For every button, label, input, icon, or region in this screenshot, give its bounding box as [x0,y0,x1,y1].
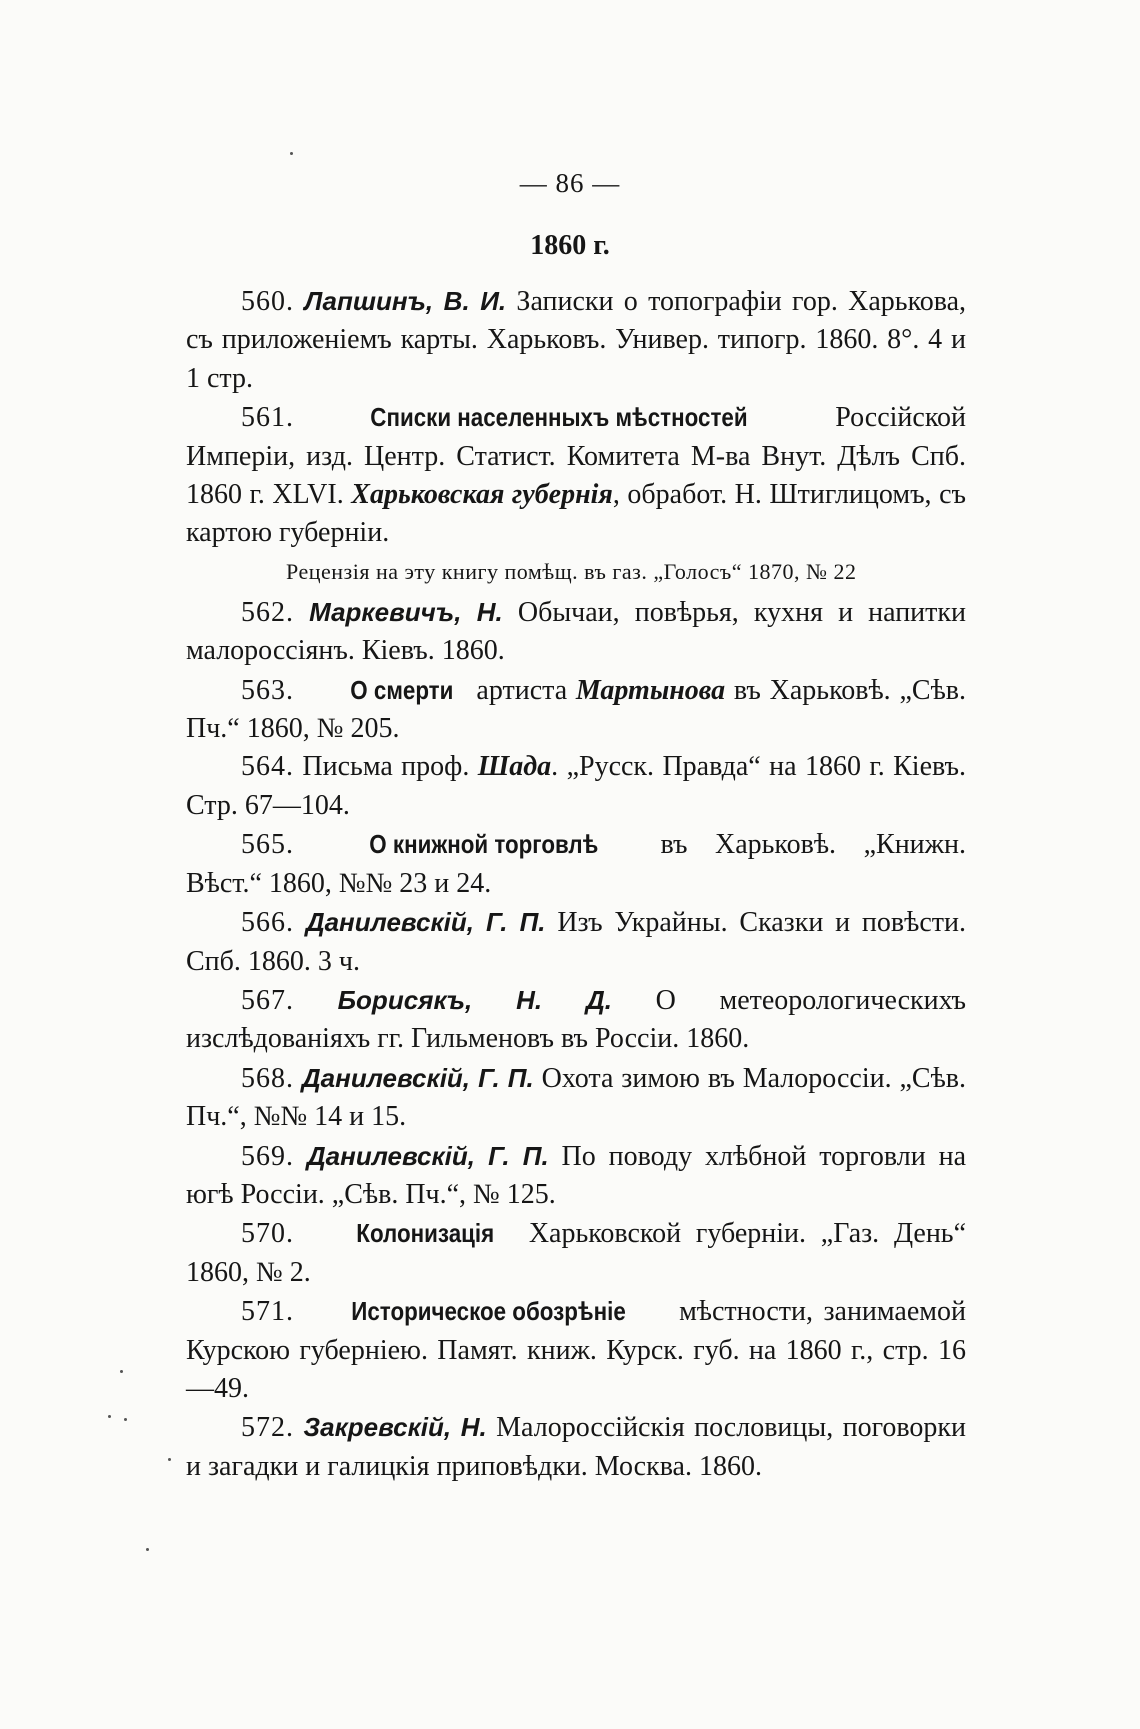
entry-title: О книжной торговлѣ [368,829,598,860]
entry-text-continued: , обработ. Н. Штиглицомъ, съ картою губерніи. [186,479,967,549]
entry-text: Обычаи, повѣрья, кухня и напитки малороссіянъ. Кіевъ. 1860. [186,596,966,667]
entry-author: Маркевичъ, Н. [309,596,503,627]
entry-number: 565. [241,829,294,861]
entry-number: 562. [241,596,294,628]
entry-text: Харьковской губерніи. „Газ. День“ 1860, № 2. [186,1218,967,1288]
entry-text-continued: . „Русск. Правда“ на 1860 г. Кіевъ. Стр. 67—104. [186,751,967,821]
entry-text: О метеорологическихъ изслѣдованіяхъ гг. Гильменовъ въ Россіи. 1860. [186,984,966,1055]
entry-number: 572. [241,1412,294,1444]
scan-speck [108,1415,111,1418]
scan-speck [290,152,293,155]
entry-title: О смерти [350,674,454,705]
entry-560 [186,282,966,398]
entry-number: 570. [241,1218,294,1250]
entry-text: артиста [467,674,576,706]
entry-572 [186,1408,966,1486]
entry-566 [186,903,966,981]
entry-570 [186,1214,966,1292]
entry-564 [186,748,966,825]
entry-title: Колонизація [356,1218,494,1249]
entry-561 [186,398,966,553]
entry-text: Охота зимою въ Малороссіи. „Сѣв. Пч.“, №№ 14 и 15. [186,1062,966,1133]
entry-title: Историческое обозрѣніе [351,1296,627,1327]
entry-number: 568. [241,1062,294,1094]
entry-562 [186,593,966,671]
page-number: — 86 — [519,168,621,198]
entry-author: Данилевскій, Г. П. [305,907,546,938]
entry-number: 566. [241,907,294,939]
scan-speck [146,1548,149,1551]
entry-text: въ Харьковѣ. „Книжн. Вѣст.“ 1860, №№ 23 и 24. [186,829,966,899]
entry-565 [186,825,966,903]
entry-italic: Мартынова [575,674,726,706]
entry-569 [186,1137,966,1215]
scan-speck [168,1458,171,1461]
entry-number: 567. [241,984,294,1016]
entry-text: По поводу хлѣбной торговли на югѣ Россіи. „Сѣв. Пч.“, № 125. [186,1140,966,1210]
entry-title: Списки населенныхъ мѣстностей [370,402,748,433]
entry-author: Данилевскій, Г. П. [306,1140,549,1171]
entry-author: Борисякъ, Н. Д. [337,984,612,1015]
entry-review-note: Рецензія на эту книгу помѣщ. въ газ. „Голосъ“ 1870, № 22 [286,558,857,584]
entry-563 [186,671,966,749]
entry-568 [186,1059,966,1137]
entry-number: 560. [241,286,294,317]
scan-speck [120,1370,123,1373]
entry-text: мѣстности, занимаемой Курскою губерніею. Памят. книж. Курск. губ. на 1860 г., стр. 16—49. [186,1296,966,1404]
entry-author: Данилевскій, Г. П. [301,1062,534,1093]
section-title: 1860 г. [530,230,610,261]
entry-567 [186,981,966,1059]
entry-number: 571. [241,1296,294,1328]
entry-italic: Шада [477,751,552,783]
entry-571 [186,1292,966,1408]
entry-text: Записки о топографіи гор. Харькова, съ приложеніемъ карты. Харьковъ. Универ. типогр. 1860. 8°. 4 и 1 стр. [186,286,967,394]
entry-text: Россійской Имперіи, изд. Центр. Статист. Комитета М-ва Внут. Дѣлъ Спб. 1860 г. XLVI. [186,402,966,511]
entry-text: Малороссійскія пословицы, поговорки и загадки и галицкія приповѣдки. Москва. 1860. [186,1412,966,1482]
entry-text: Письма проф. [294,751,478,783]
entry-text: Изъ Украйны. Сказки и повѣсти. Спб. 1860. 3 ч. [186,907,966,977]
entry-author: Закревскій, Н. [303,1412,487,1443]
entry-number: 563. [241,674,294,706]
entry-author: Лапшинъ, В. И. [304,286,507,316]
entry-number: 564. [241,751,294,783]
entry-number: 561. [241,402,294,434]
scan-speck [124,1418,127,1421]
entry-number: 569. [241,1140,294,1172]
entry-italic: Харьковская губернія [351,479,613,511]
bibliography-list [186,282,966,1486]
entry-text-continued: въ Харьковѣ. „Сѣв. Пч.“ 1860, № 205. [186,674,966,745]
